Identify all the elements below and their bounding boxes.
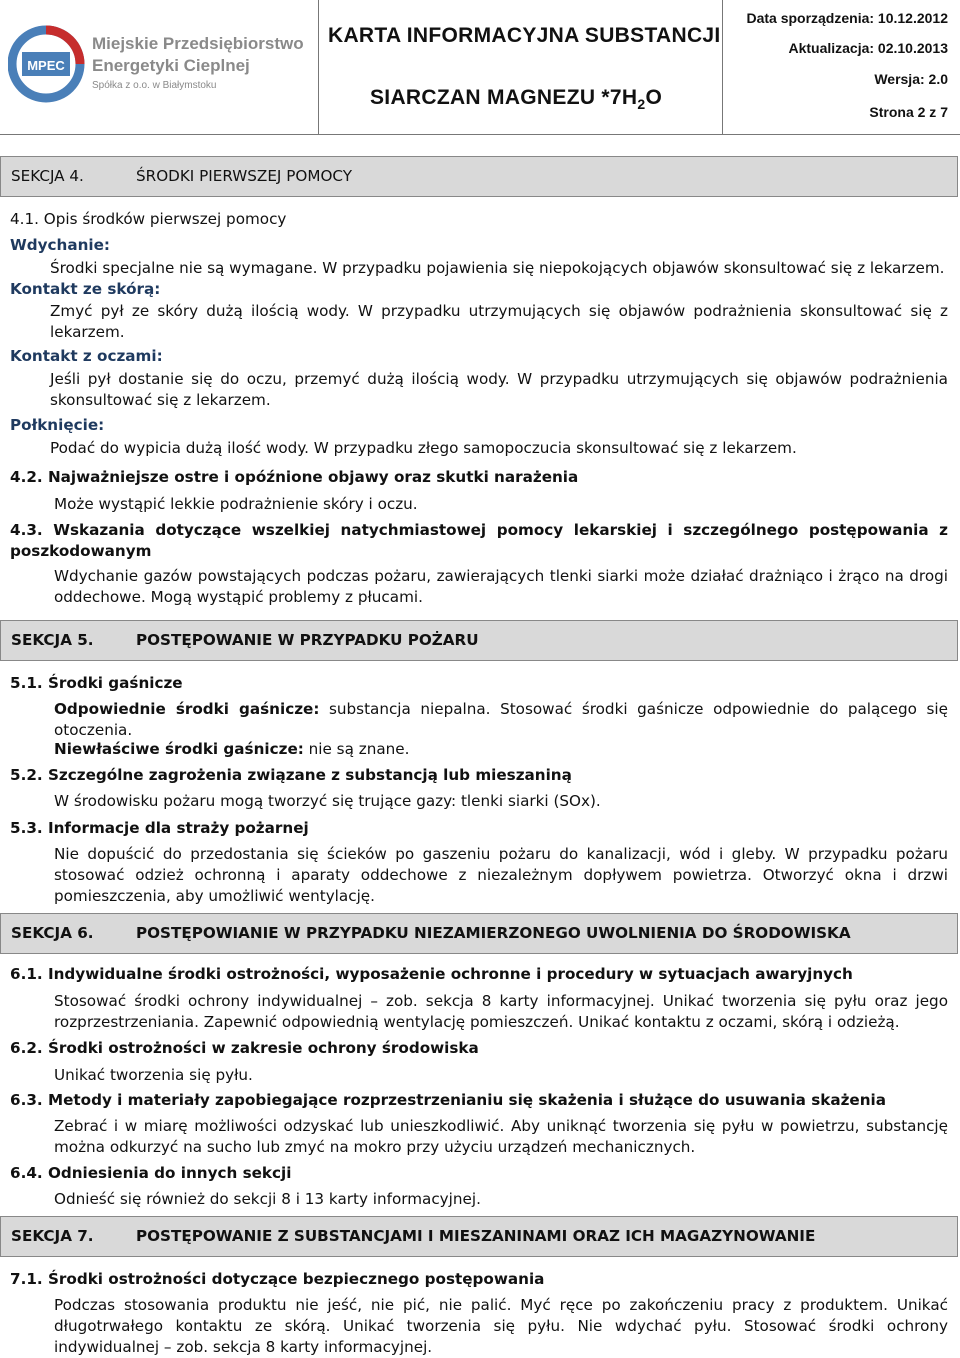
svg-text:Miejskie Przedsiębiorstwo: Miejskie Przedsiębiorstwo	[92, 34, 304, 53]
s62-title: 6.2. Środki ostrożności w zakresie ochrony środowiska	[10, 1039, 479, 1057]
section-4-header: SEKCJA 4. ŚRODKI PIERWSZEJ POMOCY	[0, 156, 958, 197]
s71-text: Podczas stosowania produktu nie jeść, nie pić, nie palić. Myć ręce po zakończeniu pracy z produktem. Unikać długotrwałego kontaktu ze skórą. Unikać tworzenia się pyłu. Nie wdychać pyłu. Stosować środki ochrony indywidualnej – zob. sekcja 8 karty informacyjnej.	[54, 1296, 948, 1356]
svg-text:Energetyki Cieplnej: Energetyki Cieplnej	[92, 56, 250, 75]
suitable-media: Odpowiednie środki gaśnicze: substancja niepalna. Stosować środki gaśnicze odpowiednie do palącego się otoczenia.	[54, 700, 948, 739]
date-created: Data sporządzenia: 10.12.2012	[746, 10, 948, 26]
page-number: Strona 2 z 7	[869, 104, 948, 120]
unsuitable-media: Niewłaściwe środki gaśnicze: nie są znane.	[54, 740, 410, 758]
s61-title: 6.1. Indywidualne środki ostrożności, wyposażenie ochronne i procedury w sytuacjach awaryjnych	[10, 965, 853, 983]
s42-title: 4.2. Najważniejsze ostre i opóźnione objawy oraz skutki narażenia	[10, 468, 579, 486]
substance-name: SIARCZAN MAGNEZU $*7H_2O$	[370, 86, 663, 113]
s43-title: 4.3. Wskazania dotyczące wszelkiej natychmiastowej pomocy lekarskiej i szczególnego postępowania z poszkodowanym	[10, 521, 948, 560]
eye-label: Kontakt z oczami:	[10, 347, 163, 365]
svg-text:Spółka z o.o. w Białymstoku: Spółka z o.o. w Białymstoku	[92, 80, 217, 91]
swallow-label: Połknięcie:	[10, 416, 105, 434]
s53-title: 5.3. Informacje dla straży pożarnej	[10, 819, 309, 837]
version: Wersja: 2.0	[874, 71, 948, 87]
document-header	[0, 0, 960, 135]
mpec-logo	[8, 22, 318, 112]
inhalation-label: Wdychanie:	[10, 236, 110, 254]
s61-text: Stosować środki ochrony indywidualnej – zob. sekcja 8 karty informacyjnej. Unikać tworzenia się pyłu oraz jego rozprzestrzeniania. Zapewnić odpowiednią wentylację pomieszczeń. Unikać kontaktu z oczami, skórą i odzieżą.	[54, 992, 948, 1031]
inhalation-text: Środki specjalne nie są wymagane. W przypadku pojawienia się niepokojących objawów skonsultować się z lekarzem.	[50, 259, 945, 277]
s63-text: Zebrać i w miarę możliwości odzyskać lub unieszkodliwić. Aby uniknąć tworzenia się pyłu w powietrzu, substancję można odkurzyć na sucho lub zmyć na mokro przy użyciu urządzeń mechanicznych.	[54, 1117, 948, 1156]
s41-title: 4.1. Opis środków pierwszej pomocy	[10, 210, 287, 228]
document-title: KARTA INFORMACYJNA SUBSTANCJI	[328, 24, 721, 47]
s64-title: 6.4. Odniesienia do innych sekcji	[10, 1164, 292, 1182]
s43-text: Wdychanie gazów powstających podczas pożaru, zawierających tlenki siarki może działać drażniąco i żrąco na drogi oddechowe. Mogą wystąpić problemy z płucami.	[54, 567, 948, 606]
eye-text: Jeśli pył dostanie się do oczu, przemyć dużą ilością wody. W przypadku utrzymujących się objawów podrażnienia skonsultować się z lekarzem.	[50, 370, 948, 409]
skin-text: Zmyć pył ze skóry dużą ilością wody. W przypadku utrzymujących się objawów podrażnienia skonsultować się z lekarzem.	[50, 302, 948, 341]
s42-text: Może wystąpić lekkie podrażnienie skóry i oczu.	[54, 495, 418, 513]
s62-text: Unikać tworzenia się pyłu.	[54, 1066, 253, 1084]
skin-label: Kontakt ze skórą:	[10, 280, 161, 298]
s53-text: Nie dopuścić do przedostania się ścieków po gaszeniu pożaru do kanalizacji, wód i gleby. W przypadku pożaru stosować odzież ochronną i aparaty oddechowe z niezależnym dopływem powietrza. Otworzyć okna i drzwi pomieszczenia, aby umożliwić wentylację.	[54, 845, 948, 905]
svg-text:MPEC: MPEC	[27, 58, 65, 73]
date-updated: Aktualizacja: 02.10.2013	[788, 40, 948, 56]
section-7-header: SEKCJA 7. POSTĘPOWANIE Z SUBSTANCJAMI I MIESZANINAMI ORAZ ICH MAGAZYNOWANIE	[0, 1216, 958, 1257]
section-5-header: SEKCJA 5. POSTĘPOWANIE W PRZYPADKU POŻARU	[0, 620, 958, 661]
s52-title: 5.2. Szczególne zagrożenia związane z substancją lub mieszaniną	[10, 766, 572, 784]
s51-title: 5.1. Środki gaśnicze	[10, 674, 183, 692]
section-6-header: SEKCJA 6. POSTĘPOWIANIE W PRZYPADKU NIEZAMIERZONEGO UWOLNIENIA DO ŚRODOWISKA	[0, 913, 958, 954]
s52-text: W środowisku pożaru mogą tworzyć się trujące gazy: tlenki siarki (SOx).	[54, 792, 601, 810]
s64-text: Odnieść się również do sekcji 8 i 13 karty informacyjnej.	[54, 1190, 481, 1208]
s71-title: 7.1. Środki ostrożności dotyczące bezpiecznego postępowania	[10, 1270, 545, 1288]
swallow-text: Podać do wypicia dużą ilość wody. W przypadku złego samopoczucia skonsultować się z lekarzem.	[50, 439, 797, 457]
s63-title: 6.3. Metody i materiały zapobiegające rozprzestrzenianiu się skażenia i służące do usuwania skażenia	[10, 1091, 887, 1109]
